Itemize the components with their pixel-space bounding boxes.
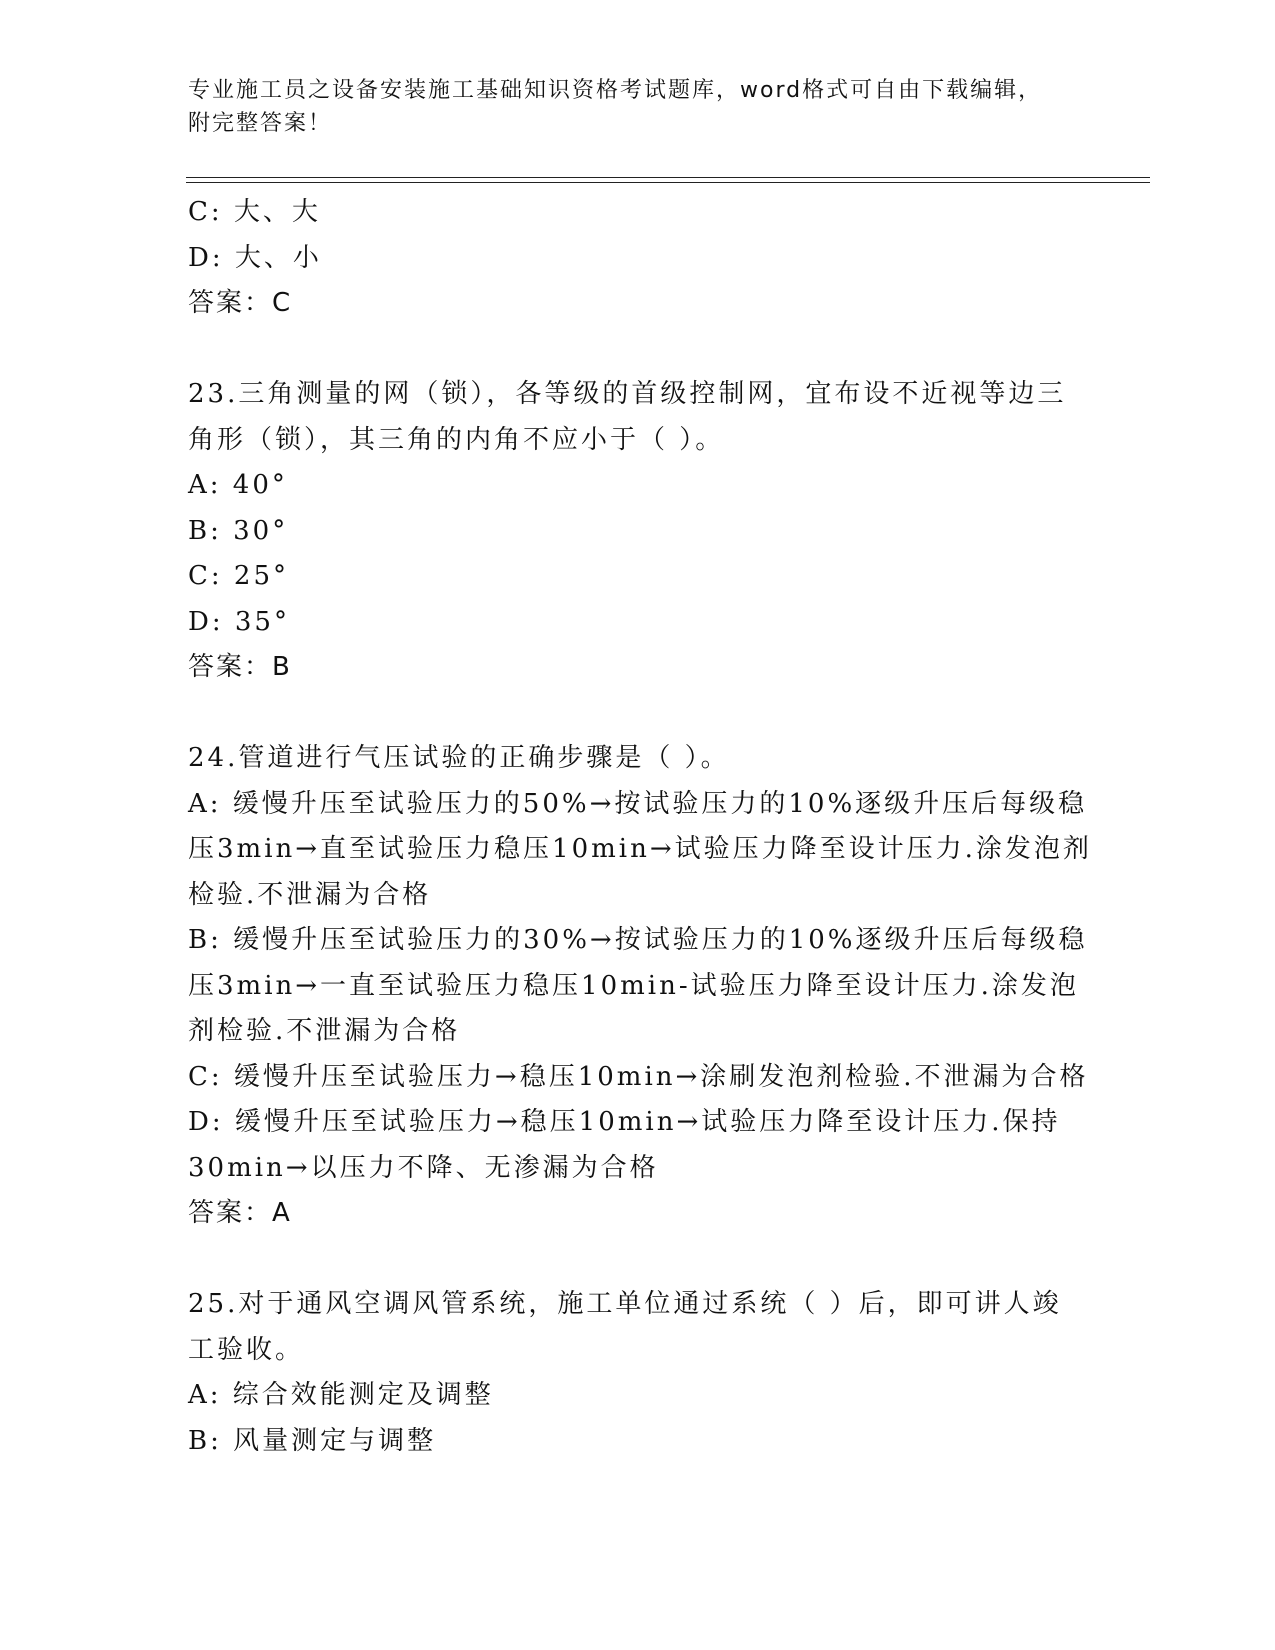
question-23-stem-line-2: 角形（锁），其三角的内角不应小于（ ）。	[188, 424, 725, 455]
question-25-option-b: B: 风量测定与调整	[188, 1425, 437, 1456]
header-title-line-2: 附完整答案！	[188, 111, 333, 136]
page-header	[188, 74, 1088, 140]
question-25-option-a: A: 综合效能测定及调整	[188, 1380, 494, 1410]
question-25-stem-line-1: 25.对于通风空调风管系统，施工单位通过系统（ ）后，即可讲人竣	[188, 1289, 1062, 1319]
question-24-option-a-line-3: 检验.不泄漏为合格	[188, 879, 432, 910]
question-24-option-b-line-1: B: 缓慢升压至试验压力的30%→按试验压力的10%逐级升压后每级稳	[188, 925, 1088, 955]
question-23	[188, 372, 1088, 691]
spacer	[188, 691, 1088, 737]
question-content	[188, 190, 1092, 1464]
question-24-stem: 24.管道进行气压试验的正确步骤是（ ）。	[188, 743, 730, 773]
question-23-answer: 答案：B	[188, 652, 292, 682]
question-24-option-d-line-2: 30min→以压力不降、无渗漏为合格	[188, 1152, 659, 1183]
question-24-option-c: C: 缓慢升压至试验压力→稳压10min→涂刷发泡剂检验.不泄漏为合格	[188, 1061, 1089, 1092]
prev-answer: 答案：C	[188, 288, 293, 318]
prev-option-c: C: 大、大	[188, 197, 321, 227]
question-23-stem-line-1: 23.三角测量的网（锁），各等级的首级控制网，宜布设不近视等边三	[188, 379, 1067, 409]
prev-option-d: D: 大、小	[188, 242, 322, 273]
question-24-option-a-line-1: A: 缓慢升压至试验压力的50%→按试验压力的10%逐级升压后每级稳	[188, 788, 1088, 819]
question-24-option-a-line-2: 压3min→直至试验压力稳压10min→试验压力降至设计压力.涂发泡剂	[188, 834, 1092, 864]
question-23-option-b: B: 30°	[188, 515, 289, 546]
question-24-answer: 答案：A	[188, 1198, 292, 1228]
spacer	[188, 1237, 1088, 1283]
question-24	[188, 736, 1092, 1237]
header-divider-top	[186, 177, 1150, 178]
question-25-stem-line-2: 工验收。	[188, 1334, 305, 1365]
header-divider-bottom	[186, 182, 1150, 183]
spacer	[188, 327, 1088, 373]
question-25	[188, 1282, 1088, 1464]
question-23-option-d: D: 35°	[188, 606, 290, 637]
question-24-option-b-line-3: 剂检验.不泄漏为合格	[188, 1016, 461, 1046]
header-title-line-1: 专业施工员之设备安装施工基础知识资格考试题库，word格式可自由下载编辑，	[188, 78, 1043, 103]
question-23-option-c: C: 25°	[188, 561, 290, 591]
question-23-option-a: A: 40°	[188, 470, 288, 500]
question-24-option-d-line-1: D: 缓慢升压至试验压力→稳压10min→试验压力降至设计压力.保持	[188, 1107, 1061, 1137]
question-24-option-b-line-2: 压3min→一直至试验压力稳压10min-试验压力降至设计压力.涂发泡	[188, 970, 1079, 1001]
